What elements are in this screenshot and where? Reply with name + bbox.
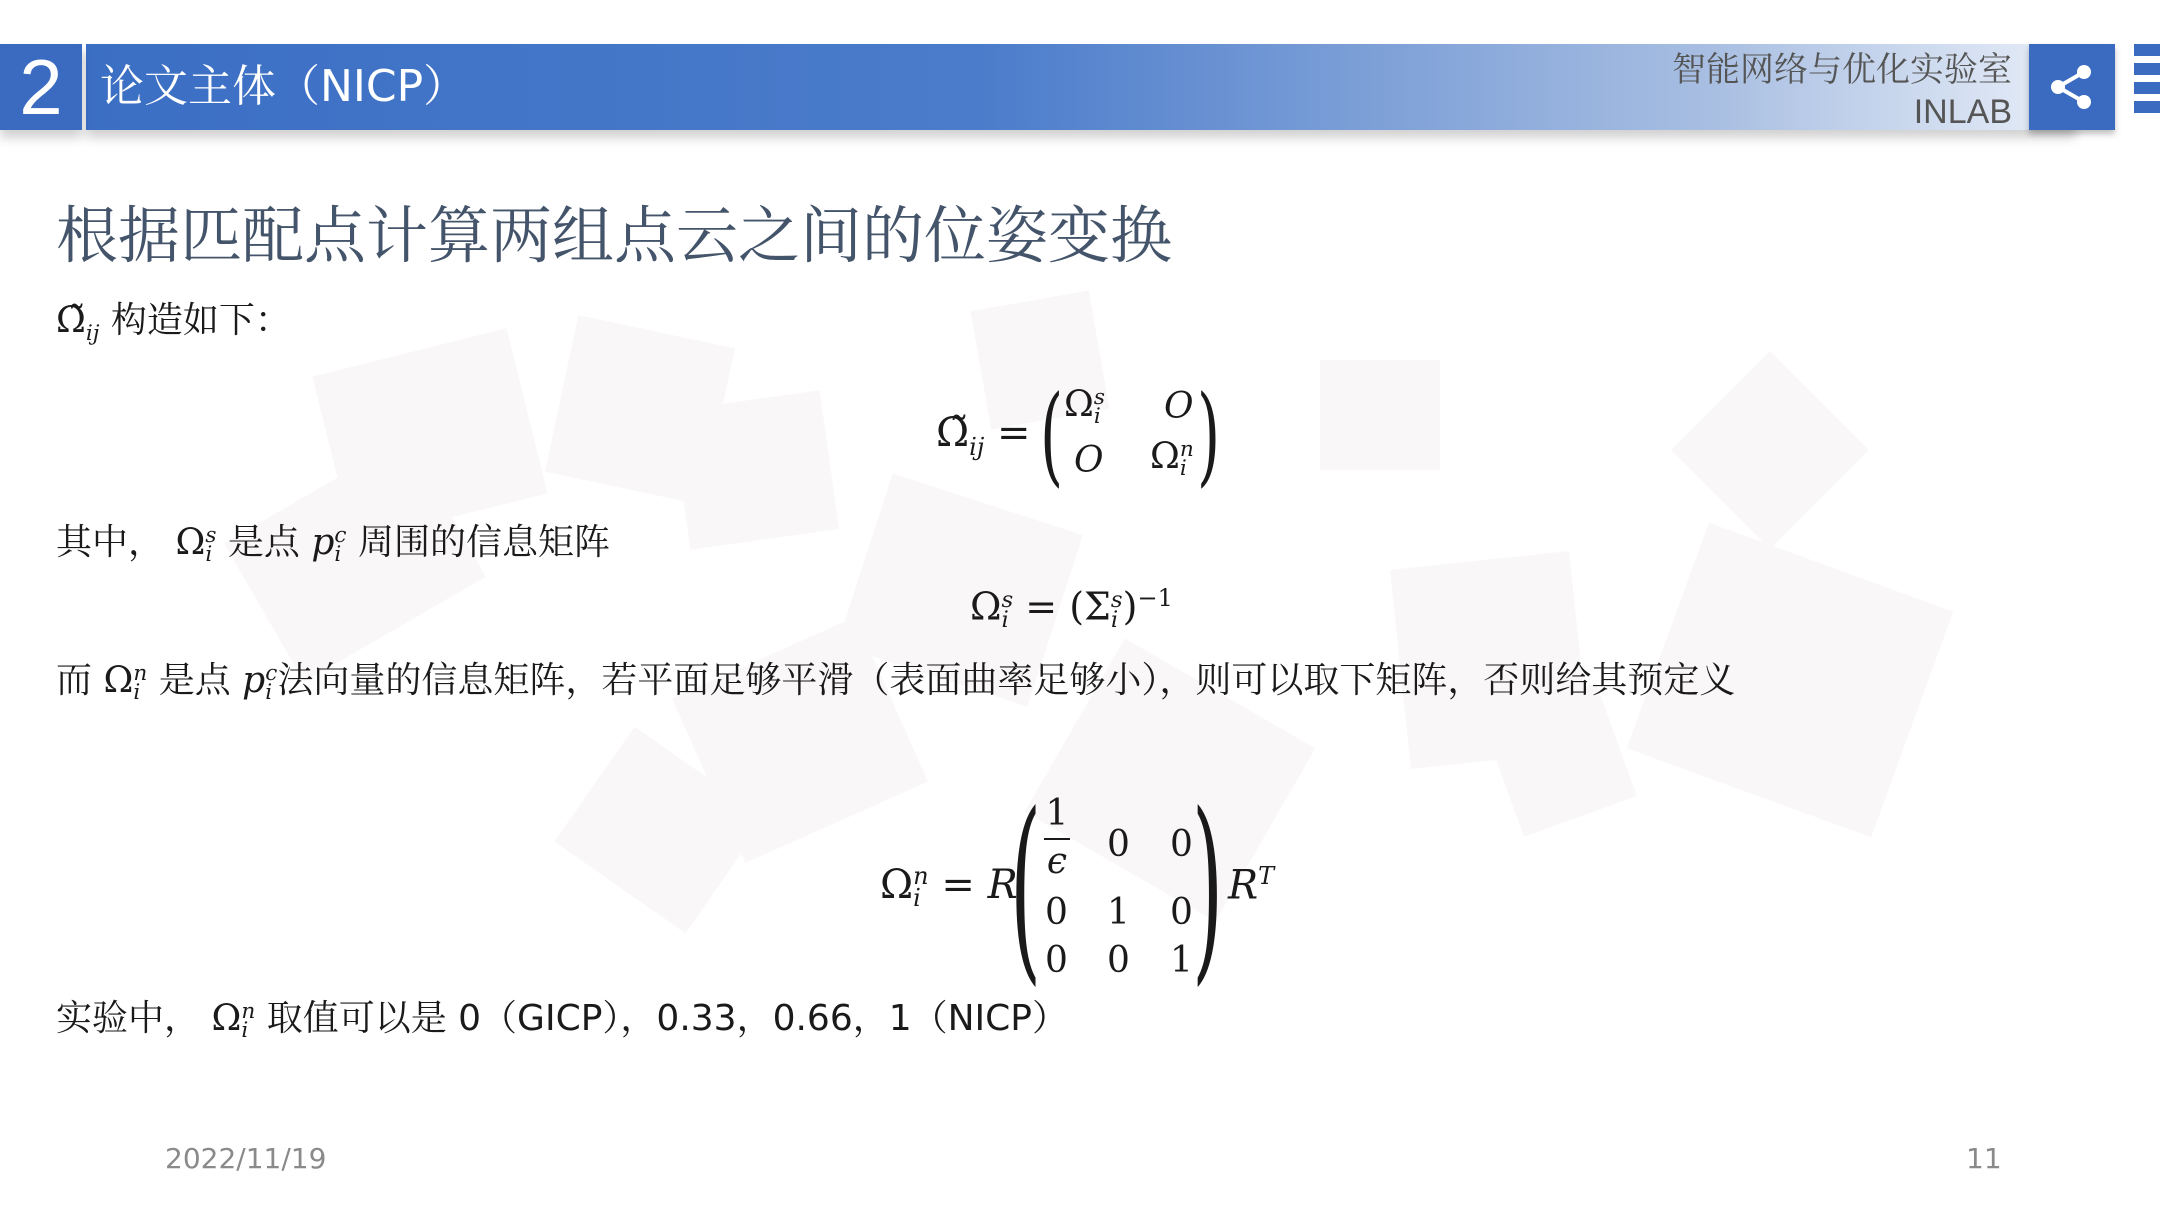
intro-line — [56, 292, 291, 346]
line2-suffix: 周围的信息矩阵 — [357, 522, 610, 563]
page-number: 11 — [1966, 1142, 2002, 1175]
eq1-lhs: $\Omegã_{ij}$ = — [936, 410, 1031, 461]
line4-suffix: 取值可以是 0（GICP），0.33，0.66，1（NICP） — [266, 998, 1069, 1039]
slide-title: 根据匹配点计算两组点云之间的位姿变换 — [56, 199, 1173, 272]
line3-suffix: 法向量的信息矩阵，若平面足够平滑（表面曲率足够小），则可以取下矩阵，否则给其预定义 — [277, 660, 1736, 701]
eq3-cell-13: 0 — [1170, 824, 1193, 865]
omega-tilde-ij: $\Omegã_{ij}$ — [56, 300, 100, 347]
eq1-cell-12: O — [1164, 386, 1194, 427]
eq3-cell-23: 0 — [1170, 892, 1193, 933]
line2-prefix: 其中， — [56, 522, 165, 563]
point-p-c-i-2: p c i — [242, 660, 278, 705]
omega-n-i-2: Ω n i — [211, 998, 256, 1043]
section-number: 2 — [0, 44, 82, 130]
omega-n-description — [56, 652, 1735, 703]
intro-text: 构造如下： — [110, 300, 291, 341]
footer-date: 2022/11/19 — [165, 1142, 327, 1175]
eq1-cell-21: O — [1074, 440, 1104, 481]
eq3-right-paren: ) — [1192, 771, 1224, 1004]
point-p-c-i: p c i — [311, 522, 347, 567]
omega-s-i: Ω s i — [175, 522, 217, 567]
equation-omega-s: Ω s i = (Σ s i )$^{-1}$ — [970, 584, 1173, 634]
line3-prefix: 而 — [56, 660, 93, 701]
eq1-right-paren: ) — [1197, 373, 1221, 498]
eq3-cell-22: 1 — [1107, 892, 1130, 933]
eq3-lhs: Ω n i = R — [880, 862, 1018, 912]
eq1-cell-22: Ω n i — [1150, 436, 1194, 481]
section-title: 论文主体（NICP） — [100, 61, 468, 112]
eq1-left-paren: ( — [1040, 373, 1064, 498]
line3-mid: 是点 — [158, 660, 231, 701]
eq3-left-paren: ( — [1010, 771, 1042, 1004]
eq1-cell-11: Ω s i — [1064, 384, 1105, 429]
omega-s-description — [56, 514, 610, 565]
eq3-cell-11: 1 ϵ — [1045, 793, 1069, 882]
share-icon — [2044, 59, 2100, 115]
share-button[interactable] — [2029, 44, 2115, 130]
experiment-line — [56, 990, 1068, 1041]
line4-prefix: 实验中， — [56, 998, 201, 1039]
omega-n-i: Ω n i — [103, 660, 148, 705]
eq3-cell-12: 0 — [1107, 824, 1130, 865]
eq3-cell-21: 0 — [1045, 892, 1068, 933]
eq3-rhs: $R^T$ — [1228, 862, 1275, 909]
side-stripes — [2134, 44, 2160, 132]
lab-name: 智能网络与优化实验室 — [1672, 50, 2012, 90]
line2-mid: 是点 — [227, 522, 300, 563]
lab-code: INLAB — [1913, 93, 2012, 131]
eq3-cell-33: 1 — [1170, 940, 1193, 981]
eq3-cell-32: 0 — [1107, 940, 1130, 981]
eq3-cell-31: 0 — [1045, 940, 1068, 981]
